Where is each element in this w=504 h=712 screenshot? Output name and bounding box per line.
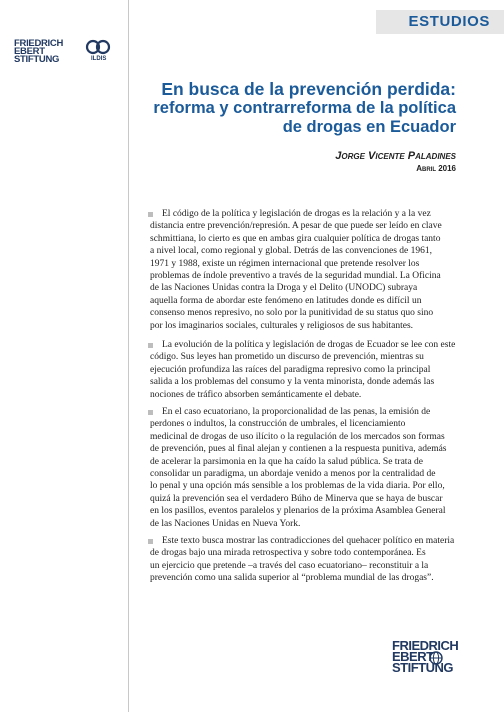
title-line: reforma y contrarreforma de la política — [153, 99, 456, 117]
ildis-tag: ILDIS — [91, 56, 107, 62]
text-line: En el caso ecuatoriano, la proporcionalidad de las penas, la emisión de — [162, 407, 431, 417]
text-line: Este texto busca mostrar las contradicciones del quehacer político en materia — [162, 536, 455, 546]
text-line: quizá la prevención sea el verdadero Búho de Minerva que se haya de buscar — [150, 493, 443, 504]
text-line: ejecución profundiza las raíces del paradigma represivo como la principal — [150, 364, 431, 375]
text-line: un ejercicio que pretende –a través del caso ecuatoriano– reconstituir a la — [150, 560, 429, 571]
logo-line: FRIEDRICH — [14, 38, 64, 49]
text-line: prevención como una salida superior al “problema mundial de las drogas”. — [150, 573, 434, 584]
text-line: de las Naciones Unidas en Nueva York. — [150, 518, 301, 529]
fes-logo-bottom — [392, 640, 458, 673]
text-line: 1971 y 1988, existe un régimen internacional que pretende resolver los — [150, 258, 420, 269]
ildis-mark-icon — [84, 39, 114, 57]
text-line: por los imaginarios sociales, culturales y religiosos de sus habitantes. — [150, 320, 414, 331]
text-line: lo penal y una opción más sensible a los problemas de la vida diaria. Por ello, — [150, 481, 445, 492]
fes-logo-top — [14, 40, 63, 64]
fes-globe-icon — [428, 650, 444, 666]
paragraph — [150, 339, 456, 401]
text-line: nociones de tráfico absorben semánticamente el debate. — [150, 389, 362, 400]
text-line: consenso menos represivo, no solo por la punitividad de su status quo sino — [150, 308, 434, 319]
text-line: de prevención, pues al final alejan y contienen a la respuesta punitiva, además — [150, 444, 447, 455]
logo-line: FRIEDRICH — [392, 638, 459, 653]
paragraph — [150, 535, 456, 585]
text-line: perdones o indultos, la construcción de umbrales, el licenciamiento — [150, 419, 406, 430]
text-line: La evolución de la política y legislación de drogas de Ecuador se lee con este — [162, 340, 456, 350]
text-line: consolidar un paradigma, un abordaje venido a menos por la centralidad de — [150, 469, 436, 480]
text-line: a nivel local, como regional y global. Detrás de las convenciones de 1961, — [150, 246, 433, 257]
text-line: distancia entre prevención/represión. A pesar de que puede ser leído en clave — [150, 221, 442, 232]
text-line: de drogas bajo una mirada retrospectiva y sobre todo contemporánea. Es — [150, 548, 426, 559]
title-line: de drogas en Ecuador — [282, 118, 456, 136]
text-line: salida a los problemas del consumo y la venta minorista, donde además las — [150, 377, 435, 388]
text-line: de acelerar la parsimonia en la que ha caído la salud pública. Se trata de — [150, 456, 423, 467]
text-line: de las Naciones Unidas contra la Droga y el Delito (UNODC) subraya — [150, 283, 418, 294]
logo-line: STIFTUNG — [14, 54, 60, 65]
paragraph — [150, 208, 456, 332]
text-line: medicinal de drogas de uso ilícito o la regulación de los mercados son formas — [150, 431, 445, 442]
logo-line: EBERT — [14, 46, 45, 57]
author-name: Jorge Vicente Paladines — [335, 150, 456, 162]
text-line: El código de la política y legislación de drogas es la relación y a la vez — [162, 209, 431, 219]
text-line: código. Sus leyes han prometido un discurso de prevención, mientras su — [150, 352, 424, 363]
logo-line: STIFTUNG — [392, 660, 453, 675]
logo-line: EBERT — [392, 649, 434, 664]
text-line: schmittiana, lo cierto es que en ambas gira cualquier política de drogas tanto — [150, 233, 441, 244]
section-label: ESTUDIOS — [408, 13, 490, 30]
text-line: problemas de índole preventivo a través de la seguridad mundial. La Oficina — [150, 271, 441, 282]
title-line: En busca de la prevención perdida: — [161, 79, 456, 99]
text-line: en los pasillos, eventos paralelos y plenarios de la próxima Asamblea General — [150, 506, 446, 517]
publication-date: Abril 2016 — [416, 164, 456, 173]
text-line: aquella forma de abordar este fenómeno en latitudes donde es difícil un — [150, 295, 422, 306]
section-band — [376, 10, 504, 34]
paragraph — [150, 406, 456, 530]
document-title — [116, 80, 456, 137]
